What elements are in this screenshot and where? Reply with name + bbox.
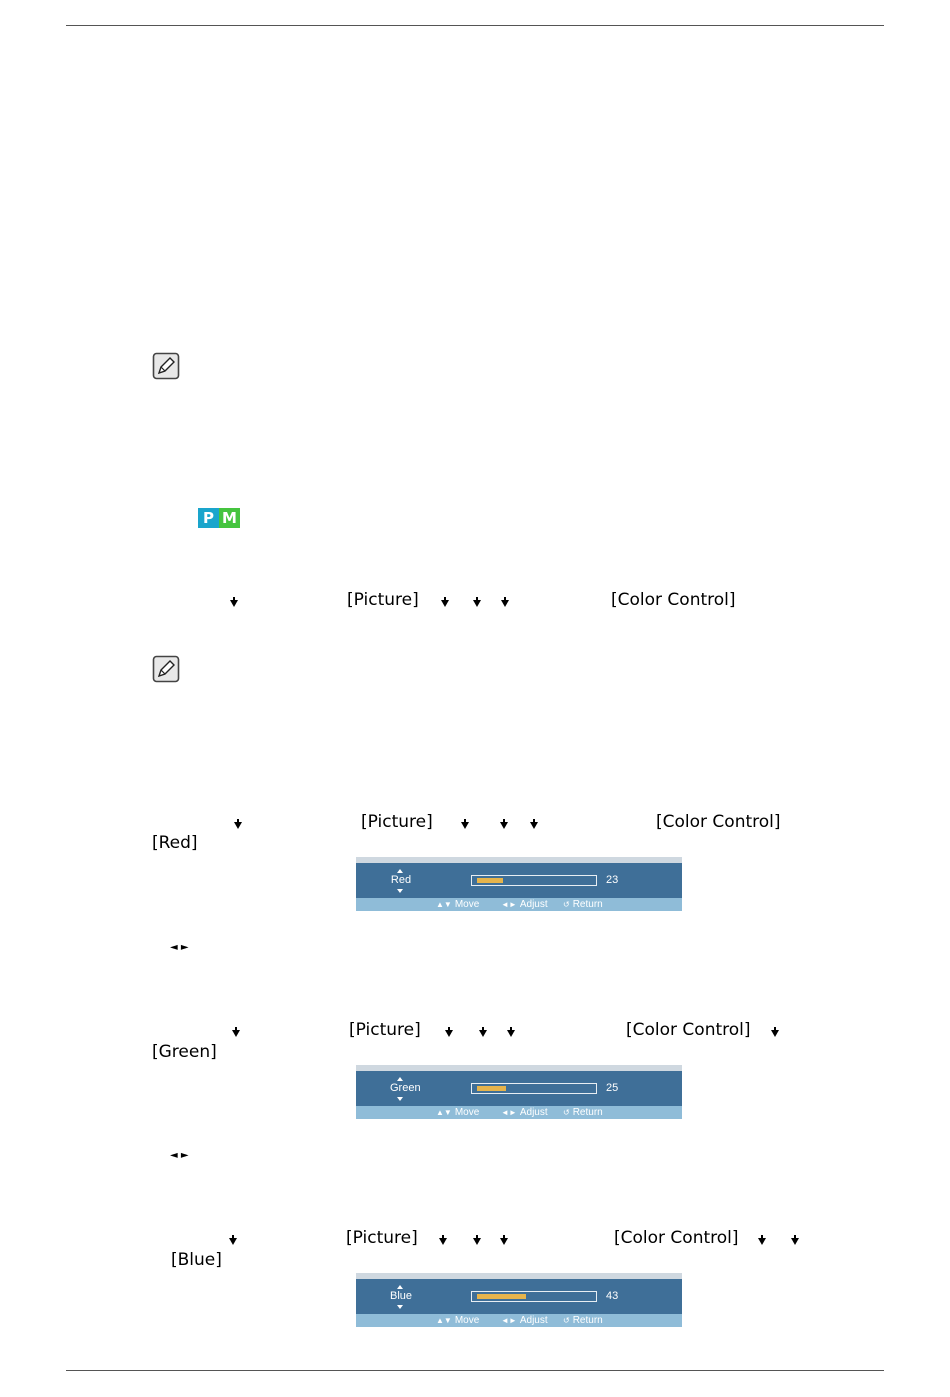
down-arrow-icon — [232, 1030, 240, 1037]
mode-p-badge: P — [198, 508, 219, 528]
osd-adjust-hint: ◄► Adjust — [501, 1315, 548, 1326]
menu-color-control-label: [Color Control] — [626, 1020, 751, 1040]
down-arrow-icon — [758, 1238, 766, 1245]
menu-color-control-label: [Color Control] — [611, 590, 736, 610]
up-arrow-icon — [397, 1077, 403, 1081]
osd-slider — [471, 1291, 597, 1302]
osd-value: 43 — [606, 1290, 619, 1302]
green-osd-panel — [356, 1065, 682, 1119]
osd-slider-fill — [477, 878, 503, 883]
down-arrow-icon — [771, 1030, 779, 1037]
down-arrow-icon — [479, 1030, 487, 1037]
down-arrow-icon — [500, 822, 508, 829]
osd-slider-fill — [477, 1294, 526, 1299]
down-arrow-icon — [230, 600, 238, 607]
down-arrow-icon — [461, 822, 469, 829]
return-icon: ↺ — [563, 900, 570, 909]
osd-move-hint: ▲▼ Move — [436, 1315, 480, 1326]
osd-label: Red — [390, 874, 412, 886]
menu-color-control-label: [Color Control] — [656, 812, 781, 832]
up-down-icon: ▲▼ — [436, 1316, 452, 1325]
osd-adjust-hint: ◄► Adjust — [501, 899, 548, 910]
osd-move-hint: ▲▼ Move — [436, 1107, 480, 1118]
down-arrow-icon — [397, 889, 403, 893]
down-arrow-icon — [397, 1097, 403, 1101]
note-icon — [152, 352, 180, 380]
up-down-icon: ▲▼ — [436, 1108, 452, 1117]
osd-label: Blue — [390, 1290, 413, 1302]
mode-m-badge: M — [219, 508, 240, 528]
down-arrow-icon — [229, 1238, 237, 1245]
note-icon — [152, 655, 180, 683]
down-arrow-icon — [501, 600, 509, 607]
osd-return-hint: ↺ Return — [563, 899, 603, 910]
footer-rule — [66, 1370, 884, 1371]
down-arrow-icon — [507, 1030, 515, 1037]
osd-slider — [471, 875, 597, 886]
left-right-arrow-icon: ◄► — [501, 1108, 517, 1117]
left-right-arrow-icon: ◄ ► — [170, 942, 189, 953]
red-osd-panel — [356, 857, 682, 911]
down-arrow-icon — [473, 1238, 481, 1245]
down-arrow-icon — [441, 600, 449, 607]
down-arrow-icon — [500, 1238, 508, 1245]
down-arrow-icon — [473, 600, 481, 607]
down-arrow-icon — [791, 1238, 799, 1245]
header-rule — [66, 25, 884, 26]
menu-picture-label: [Picture] — [346, 1228, 418, 1248]
osd-return-hint: ↺ Return — [563, 1107, 603, 1118]
return-icon: ↺ — [563, 1108, 570, 1117]
left-right-arrow-icon: ◄ ► — [170, 1150, 189, 1161]
mode-badge — [198, 508, 240, 528]
osd-slider — [471, 1083, 597, 1094]
return-icon: ↺ — [563, 1316, 570, 1325]
down-arrow-icon — [439, 1238, 447, 1245]
left-right-arrow-icon: ◄► — [501, 1316, 517, 1325]
menu-blue-label: [Blue] — [171, 1250, 222, 1270]
down-arrow-icon — [234, 822, 242, 829]
osd-adjust-hint: ◄► Adjust — [501, 1107, 548, 1118]
up-arrow-icon — [397, 869, 403, 873]
menu-picture-label: [Picture] — [347, 590, 419, 610]
osd-value: 25 — [606, 1082, 619, 1094]
menu-green-label: [Green] — [152, 1042, 217, 1062]
down-arrow-icon — [445, 1030, 453, 1037]
up-arrow-icon — [397, 1285, 403, 1289]
down-arrow-icon — [397, 1305, 403, 1309]
menu-picture-label: [Picture] — [349, 1020, 421, 1040]
osd-label: Green — [390, 1082, 421, 1094]
up-down-icon: ▲▼ — [436, 900, 452, 909]
menu-picture-label: [Picture] — [361, 812, 433, 832]
menu-color-control-label: [Color Control] — [614, 1228, 739, 1248]
osd-return-hint: ↺ Return — [563, 1315, 603, 1326]
down-arrow-icon — [530, 822, 538, 829]
left-right-arrow-icon: ◄► — [501, 900, 517, 909]
osd-slider-fill — [477, 1086, 506, 1091]
menu-red-label: [Red] — [152, 833, 198, 853]
osd-move-hint: ▲▼ Move — [436, 899, 480, 910]
osd-value: 23 — [606, 874, 619, 886]
blue-osd-panel — [356, 1273, 682, 1327]
